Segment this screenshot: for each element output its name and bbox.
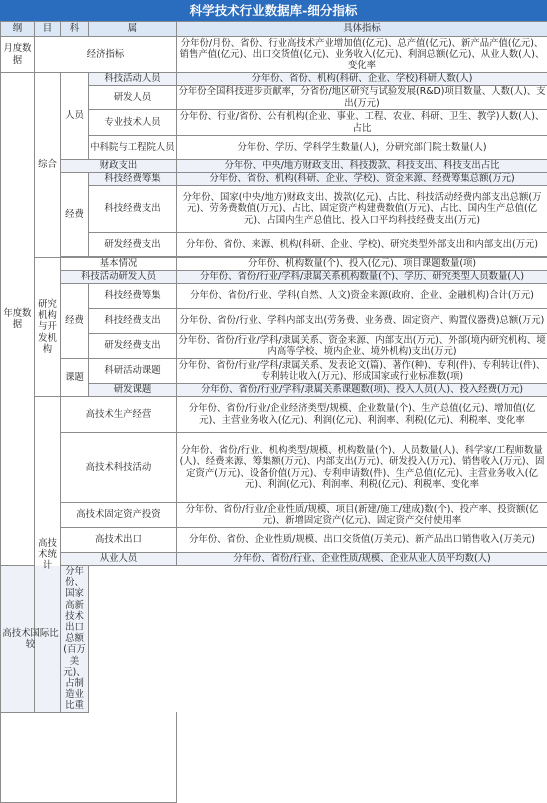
gang-annual: 年度数据 — [1, 73, 35, 566]
row-gjsck-detail: 分年份、省份、企业性质/规模、出口交货值(万美元)、新产品出口销售收入(万美元) — [177, 528, 547, 553]
mu-gjs: 高技术统计 — [35, 397, 61, 713]
blank-tail-cell — [1, 712, 177, 802]
row-cyry-detail: 分年份、省份/行业、企业性质/规模、企业从业人员平均数(人) — [177, 553, 547, 566]
row-gjssc-label: 高技术生产经营 — [61, 397, 177, 433]
row-kjjfzc2-detail: 分年份、省份/行业、学科内部支出(劳务费、业务费、固定资产、购置仪器费)总额(万元) — [177, 309, 547, 334]
row-czzc-label: 财政支出 — [61, 160, 177, 173]
row-kjjfcj-detail: 分年份、省份、机构(科研、企业、学校)、资金来源、经费筹集总额(万元) — [177, 173, 547, 186]
row-gjsgd-label: 高技术固定资产投资 — [61, 503, 177, 528]
ke-jingfei: 经费 — [61, 173, 89, 257]
row-yfkt-detail: 分年份、省份/行业/学科/隶属关系课题数(项)、投入人员(人)、投入经费(万元) — [177, 384, 547, 397]
mu-zonghe: 综合 — [35, 73, 61, 258]
row-jbqk-detail: 分年份、机构数量(个)、投入(亿元)、项目课题数量(项) — [177, 258, 547, 271]
row-gjskj-label: 高技术科技活动 — [61, 433, 177, 503]
row-kyhd-label: 科研活动课题 — [89, 359, 177, 384]
row-zky-detail: 分年份、学历、学科学生数量(人)，分研究部门院士数量(人) — [177, 136, 547, 160]
row-kjjfcj2-label: 科技经费筹集 — [89, 284, 177, 309]
indicator-table — [0, 21, 547, 803]
header-mu: 目 — [35, 22, 61, 37]
row-econ-label: 经济指标 — [35, 37, 177, 73]
row-yfjfzc2-detail: 分年份、省份/行业/学科/隶属关系、资金来源、内部支出(万元)、外部(境内研究机构、境内高等学校、境内企业、境外机构)支出(万元) — [177, 334, 547, 359]
row-yfkt-label: 研发课题 — [89, 384, 177, 397]
row-yfjfzc-detail: 分年份、省份、来源、机构(科研、企业、学校)、研究类型外部支出和内部支出(万元) — [177, 233, 547, 257]
mu-yfjg: 研究机构与开发机构 — [35, 258, 61, 397]
row-yfry-detail: 分年份全国科技进步贡献率，分省份/地区研究与试验发展(R&D)项目数量、人数(人)、支出(万元) — [177, 86, 547, 110]
row-kjjfcj2-detail: 分年份、省份/行业、学科(自然、人文)资金来源(政府、企业、金融机构)合计(万元) — [177, 284, 547, 309]
ke-jingfei-2: 经费 — [61, 284, 89, 359]
row-econ-detail: 分年份/月份、省份、行业高技术产业增加值(亿元)、总产值(亿元)、新产品产值(亿元)、销售产值(亿元)、出口交货值(亿元)、业务收入(亿元)、利润总额(亿元)、从业人数(人)、变化率 — [177, 37, 547, 73]
row-kjhd-detail: 分年份、省份、机构(科研、企业、学校)科研人数(人) — [177, 73, 547, 86]
row-kjjfcj-label: 科技经费筹集 — [89, 173, 177, 186]
row-yfjfzc-label: 研发经费支出 — [89, 233, 177, 257]
row-kjjfzc-detail: 分年份、国家(中央/地方)财政支出、拨款(亿元)、占比、科技活动经费内部支出总额(万元)、劳务费数值(万元)、占比、固定资产构建费数值(万元)、占比、国内生产总值(亿元)、占国内生产总值比、投入口平均科技经费支出(万元) — [177, 186, 547, 233]
row-cyry-label: 从业人员 — [61, 553, 177, 566]
row-czzc-detail: 分年份、中央/地方财政支出、科技拨款、科技支出、科技支出占比 — [177, 160, 547, 173]
row-gjskj-detail: 分年份、省份/行业、机构类型/规模、机构数量(个)、人员数量(人)、科学家/工程师数量(人)、经费来源、筹集额(万元)、内部支出(万元)、研发投入(万元)、销售收入(万元)、固定资产(万元)、设备价值(万元)、专利申请数(件)、生产总值(亿元)、主营业务收入(亿元)、利润(亿元)、利润率、利税(亿元)、利税率、变化率 — [177, 433, 547, 503]
ke-renyuan: 人员 — [61, 73, 89, 160]
row-kyhd-detail: 分年份、省份/行业/学科/隶属关系、发表论文(篇)、著作(种)、专利(件)、专利转让(件)、专利转让收入(万元)、形成国家或行业标准数(项) — [177, 359, 547, 384]
row-jbqk-label: 基本情况 — [61, 258, 177, 271]
row-kjjfzc-label: 科技经费支出 — [89, 186, 177, 233]
row-yfry-label: 研发人员 — [89, 86, 177, 110]
row-kjhdyf-label: 科技活动研发人员 — [61, 271, 177, 284]
row-zyjs-detail: 分年份、行业/省份、公有机构(企业、事业、工程、农业、科研、卫生、教学)人数(人)、占比 — [177, 110, 547, 136]
row-kjhdyf-detail: 分年份、省份/行业/学科/隶属关系机构数量(个)、学历、研究类型人员数量(人) — [177, 271, 547, 284]
row-gjsgj-label: 高技术国际比较 — [1, 566, 61, 713]
page-title: 科学技术行业数据库-细分指标 — [0, 0, 547, 21]
header-gang: 纲 — [1, 22, 35, 37]
row-zky-label: 中科院与工程院人员 — [89, 136, 177, 160]
ke-keti: 课题 — [61, 359, 89, 397]
row-gjsgd-detail: 分年份、省份/行业/企业性质/规模、项目(新建/施工/建成)数(个)、投产率、投资额(亿元)、新增固定资产(亿元)、固定资产交付使用率 — [177, 503, 547, 528]
header-detail: 具体指标 — [177, 22, 547, 37]
row-kjhd-label: 科技活动人员 — [89, 73, 177, 86]
row-gjsck-label: 高技术出口 — [61, 528, 177, 553]
row-gjssc-detail: 分年份、省份/行业/企业经济类型/规模、企业数量(个)、生产总值(亿元)、增加值(亿元)、主营业务收入(亿元)、利润(亿元)、利润率、利税(亿元)、利税率、变化率 — [177, 397, 547, 433]
row-gjsgj-detail: 分年份、国家高新技术出口总额(百万美元)、占制造业比重 — [61, 566, 89, 713]
header-ke: 科 — [61, 22, 89, 37]
gang-monthly: 月度数据 — [1, 37, 35, 73]
row-yfjfzc2-label: 研发经费支出 — [89, 334, 177, 359]
header-shu: 属 — [89, 22, 177, 37]
row-kjjfzc2-label: 科技经费支出 — [89, 309, 177, 334]
row-zyjs-label: 专业技术人员 — [89, 110, 177, 136]
